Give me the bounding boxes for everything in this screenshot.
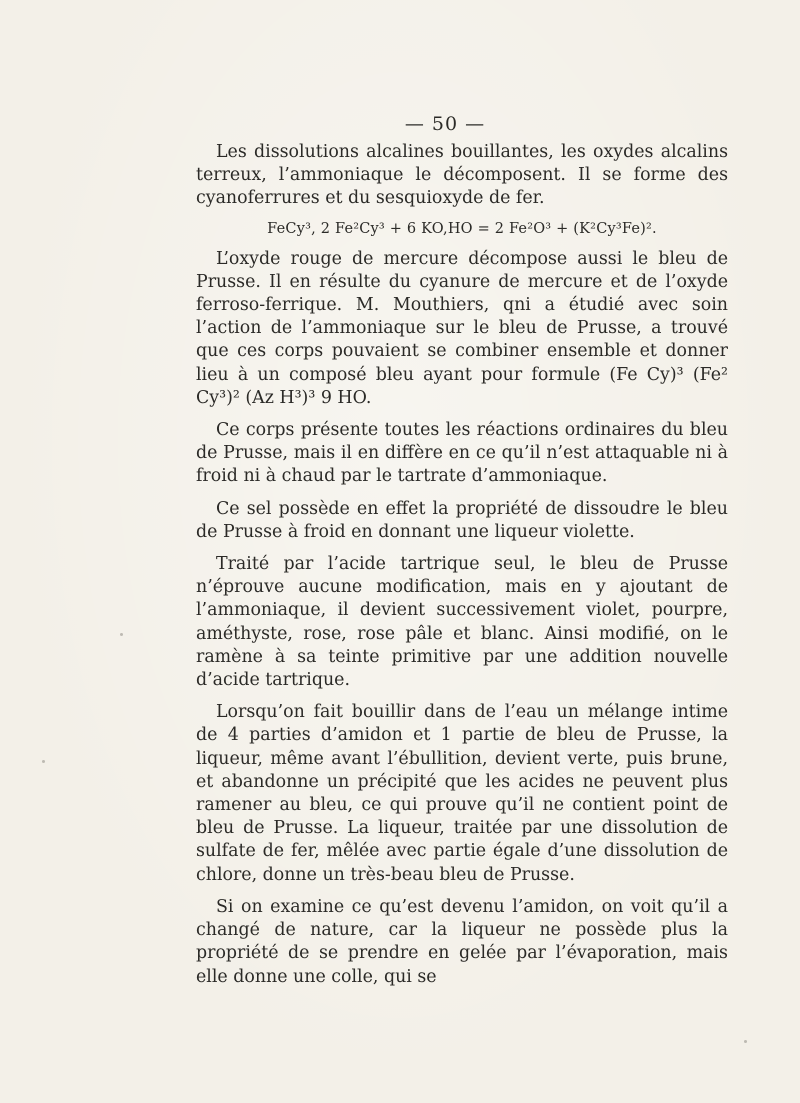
- paragraph-examine: Si on examine ce qu’est devenu l’amidon, on voit qu’il a changé de nature, car la liqueur ne possède plus la propriété de se prendre en gelée par l’évaporation, mais elle donne une colle, qui se: [196, 896, 728, 987]
- chemical-formula: FeCy³, 2 Fe²Cy³ + 6 KO,HO = 2 Fe²O³ + (K²Cy³Fe)².: [267, 220, 657, 237]
- paper-speck: [120, 633, 123, 636]
- paragraph-sel: Ce sel possède en effet la propriété de dissoudre le bleu de Prusse à froid en donnant une liqueur violette.: [196, 498, 728, 542]
- paragraph-dissolutions: Les dissolutions alcalines bouillantes, les oxydes alcalins terreux, l’ammoniaque le décomposent. Il se forme des cyanoferrures et du sesquioxyde de fer.: [196, 142, 728, 209]
- paper-speck: [744, 1040, 747, 1043]
- paper-speck: [42, 760, 45, 763]
- paragraph-reactions: Ce corps présente toutes les réactions ordinaires du bleu de Prusse, mais il en diffère en ce qu’il n’est attaquable ni à froid ni à chaud par le tartrate d’ammoniaque.: [196, 420, 728, 487]
- paragraph-acide-tartrique: Traité par l’acide tartrique seul, le bleu de Prusse n’éprouve aucune modification, mais en y ajoutant de l’ammoniaque, il devient successivement violet, pourpre, améthyste, rose, rose pâle et blanc. Ainsi modifié, on le ramène à sa teinte primitive par une addition nouvelle d’acide tartrique.: [196, 554, 728, 691]
- page-number: — 50 —: [404, 113, 486, 135]
- paragraph-oxyde-rouge: L’oxyde rouge de mercure décompose aussi le bleu de Prusse. Il en résulte du cyanure de mercure et de l’oxyde ferroso-ferrique. M. Mouthiers, qni a étudié avec soin l’action de l’ammoniaque sur le bleu de Prusse, a trouvé que ces corps pouvaient se combiner ensemble et donner lieu à un composé bleu ayant pour formule (Fe Cy)³ (Fe² Cy³)² (Az H³)³ 9 HO.: [196, 248, 728, 408]
- paragraph-amidon: Lorsqu’on fait bouillir dans de l’eau un mélange intime de 4 parties d’amidon et 1 partie de bleu de Prusse, la liqueur, même avant l’ébullition, devient verte, puis brune, et abandonne un précipité que les acides ne peuvent plus ramener au bleu, ce qui prouve qu’il ne contient point de bleu de Prusse. La liqueur, traitée par une dissolution de sulfate de fer, mêlée avec partie égale d’une dissolution de chlore, donne un très-beau bleu de Prusse.: [196, 702, 728, 885]
- body-text: [196, 141, 728, 989]
